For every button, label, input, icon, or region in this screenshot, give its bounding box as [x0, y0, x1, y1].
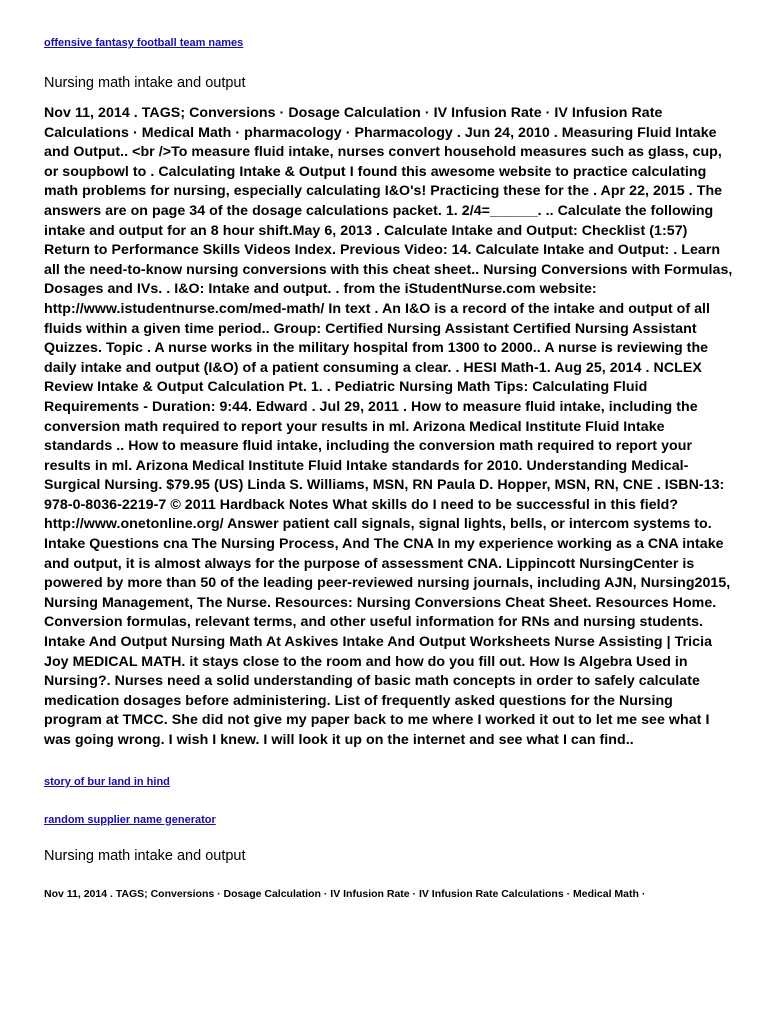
link-story-of-bur-land[interactable]: story of bur land in hind: [44, 775, 170, 788]
article-paragraph: Nov 11, 2014 . TAGS; Conversions · Dosage Calculation · IV Infusion Rate · IV Infusion Rate Calculations · Medical Math · pharmacology · Pharmacology . Jun 24, 2010 . Measuring Fluid Intake and Output.. <br />To measure fluid intake, nurses convert household measures such as glass, cup, or soupbowl to . Calculating Intake & Output I found this awesome website to practice calculating math problems for nursing, especially calculating I&O's! Practicing these for the . Apr 22, 2015 . The answers are on page 34 of the dosage calculations packet. 1. 2/4=______. .. Calculate the following intake and output for an 8 hour shift.May 6, 2013 . Calculate Intake and Output: Checklist (1:57) Return to Performance Skills Videos Index. Previous Video: 14. Calculate Intake and Output: . Learn all the need-to-know nursing conversions with this cheat sheet.. Nursing Conversions with Formulas, Dosages and IVs. . I&O: Intake and output. . from the iStudentNurse.com website: http://www.istudentnurse.com/med-math/ In text . An I&O is a record of the intake and output of all fluids within a given time period.. Group: Certified Nursing Assistant Certified Nursing Assistant Quizzes. Topic . A nurse works in the military hospital from 1300 to 2000.. A nurse is reviewing the daily intake and output (I&O) of a patient consuming a clear. . HESI Math-1. Aug 25, 2014 . NCLEX Review Intake & Output Calculation Pt. 1. . Pediatric Nursing Math Tips: Calculating Fluid Requirements - Duration: 9:44. Edward . Jul 29, 2011 . How to measure fluid intake, including the conversion math required to report your results in ml. Arizona Medical Institute Fluid Intake standards .. How to measure fluid intake, including the conversion math required to report your results in ml. Arizona Medical Institute Fluid Intake standards for 2010. Understanding Medical-Surgical Nursing. $79.95 (US) Linda S. Williams, MSN, RN Paula D. Hopper, MSN, RN, CNE . ISBN-13: 978-0-8036-2219-7 © 2011 Hardback Notes What skills do I need to be successful in this field? http://www.onetonline.org/ Answer patient call signals, signal lights, bells, or intercom systems to. Intake Questions cna The Nursing Process, And The CNA In my experience working as a CNA intake and output, it is almost always for the purpose of assessment CNA. Lippincott NursingCenter is powered by more than 50 of the leading peer-reviewed nursing journals, including AJN, Nursing2015, Nursing Management, The Nurse. Resources: Nursing Conversions Cheat Sheet. Resources Home. Conversion formulas, relevant terms, and other useful information for RNs and nursing students. Intake And Output Nursing Math At Askives Intake And Output Worksheets Nurse Assisting | Tricia Joy MEDICAL MATH. it stays close to the room and how do you fill out. How Is Algebra Used in Nursing?. Nurses need a solid understanding of basic math concepts in order to safely calculate medication dosages before administering. List of frequently asked questions for the Nursing program at TMCC. She did not give my paper back to me where I worked it out to let me see what I was going wrong. I wish I knew. I will look it up on the internet and see what I can find..: [44, 105, 733, 748]
page-heading: Nursing math intake and output: [44, 75, 246, 91]
article-paragraph-repeat: Nov 11, 2014 . TAGS; Conversions · Dosage Calculation · IV Infusion Rate · IV Infusion Rate Calculations · Medical Math ·: [44, 887, 646, 900]
link-random-supplier-name[interactable]: random supplier name generator: [44, 813, 216, 826]
link-offensive-fantasy-football[interactable]: offensive fantasy football team names: [44, 37, 244, 49]
section-heading: Nursing math intake and output: [44, 847, 246, 864]
document-page: [44, 0, 734, 901]
